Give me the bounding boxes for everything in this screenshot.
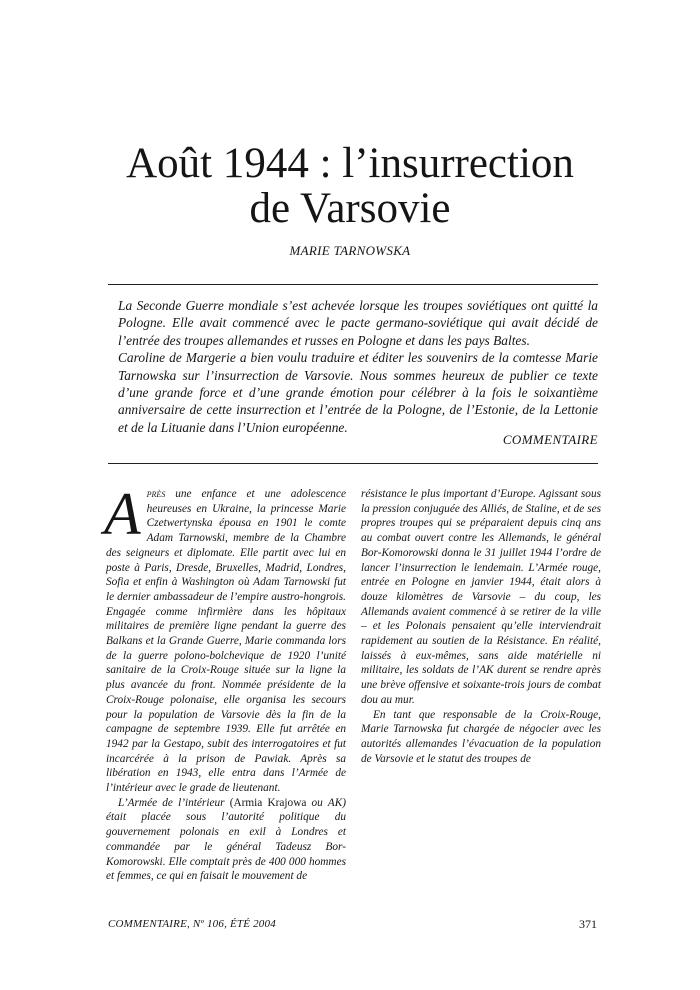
page-number: 371 [579, 917, 597, 931]
abstract-paragraph-1: La Seconde Guerre mondiale s’est achevée lorsque les troupes soviétiques ont quitté la Pologne. Elle avait commencé avec le pacte germano-soviétique qui avait décidé de l’entrée des troupes allemandes et russes en Pologne et dans les pays Baltes. [118, 298, 598, 348]
body-paragraph-2-part-a: L’Armée de l’intérieur [118, 796, 230, 809]
body-paragraph-2-part-b: (Armia Krajowa [229, 796, 307, 809]
bottom-divider [108, 463, 598, 464]
abstract-paragraph-2: Caroline de Margerie a bien voulu traduire et éditer les souvenirs de la comtesse Marie Tarnowska sur l’insurrection de Varsovie. Nous sommes heureux de publier ce texte d’une grande force et d’une grande émotion pour célébrer à la fois le soixantième anniversaire de cette insurrection et l’entrée de la Pologne, de l’Estonie, de la Lettonie et de la Lituanie dans l’Union européenne. [118, 350, 598, 435]
author-name: MARIE TARNOWSKA [289, 243, 411, 258]
body-column-right [361, 487, 601, 766]
body-paragraph-2-part-c: ou AK) était placée sous l’autorité politique du gouvernement polonais en exil à Londres et commandée par le général Tadeusz Bor-Komorowski. Elle comptait près de 400 000 hommes et femmes, ce qui en faisait le mouvement de [106, 796, 346, 883]
body-paragraph-1 [104, 481, 346, 796]
body-column-left [104, 481, 346, 884]
body-paragraph-2-continued: résistance le plus important d’Europe. Agissant sous la pression conjuguée des Alliés, de Staline, et de ses propres troupes qui se préparaient depuis cinq ans au combat ouvert contre les Allemands, le général Bor-Komorowski donna le 31 juillet 1944 l’ordre de lancer l’insurrection le lendemain. L’Armée rouge, entrée en Pologne en janvier 1944, était alors à douze kilomètres de Varsovie – du coup, les Allemands avaient commencé à se retirer de la ville – et les Polonais pensaient qu’elle interviendrait rapidement au soutien de la Résistance. En réalité, laissés à eux-mêmes, sans aide matérielle ni militaire, les soldats de l’AK durent se rendre après une brève offensive et soixante-trois jours de combat dou au mur. [361, 488, 601, 706]
section-label: COMMENTAIRE [502, 432, 598, 447]
article-title-line-2: de Varsovie [249, 185, 451, 232]
article-title-line-1: Août 1944 : l’insurrection [126, 140, 574, 187]
journal-citation: COMMENTAIRE, Nº 106, ÉTÉ 2004 [108, 918, 276, 930]
top-divider [108, 284, 598, 285]
drop-cap: A [104, 481, 141, 547]
abstract [118, 297, 598, 436]
body-paragraph-3: En tant que responsable de la Croix-Rouge, Marie Tarnowska fut chargée de négocier avec les autorités allemandes l’évacuation de la population de Varsovie et le statut des troupes de [361, 708, 601, 765]
body-paragraph-2-start [106, 796, 346, 884]
body-paragraph-1-text: une enfance et une adolescence heureuses en Ukraine, la princesse Marie Czetwertynska épousa en 1901 le comte Adam Tarnowski, membre de la Chambre des seigneurs et diplomate. Elle partit avec lui en poste à Paris, Dresde, Bruxelles, Madrid, Londres, Sofia et enfin à Washington où Adam Tarnowski fut le dernier ambassadeur de l’empire austro-hongrois. Engagée comme infirmière dans les hôpitaux militaires de première ligne pendant la guerre des Balkans et la Grande Guerre, Marie commanda lors de la guerre polono-bolchevique de 1920 l’unité sanitaire de la Croix-Rouge située sur la ligne la plus avancée du front. Nommée présidente de la Croix-Rouge polonaise, elle organisa les secours pour la population de Varsovie dès la fin de la campagne de septembre 1939. Elle fut arrêtée en 1942 par la Gestapo, subit des interrogatoires et fut incarcérée à la prison de Pawiak. Après sa libération en 1943, elle entra dans l’Armée de l’intérieur avec le grade de lieutenant. [106, 488, 346, 795]
lead-in-word: près [146, 488, 166, 500]
